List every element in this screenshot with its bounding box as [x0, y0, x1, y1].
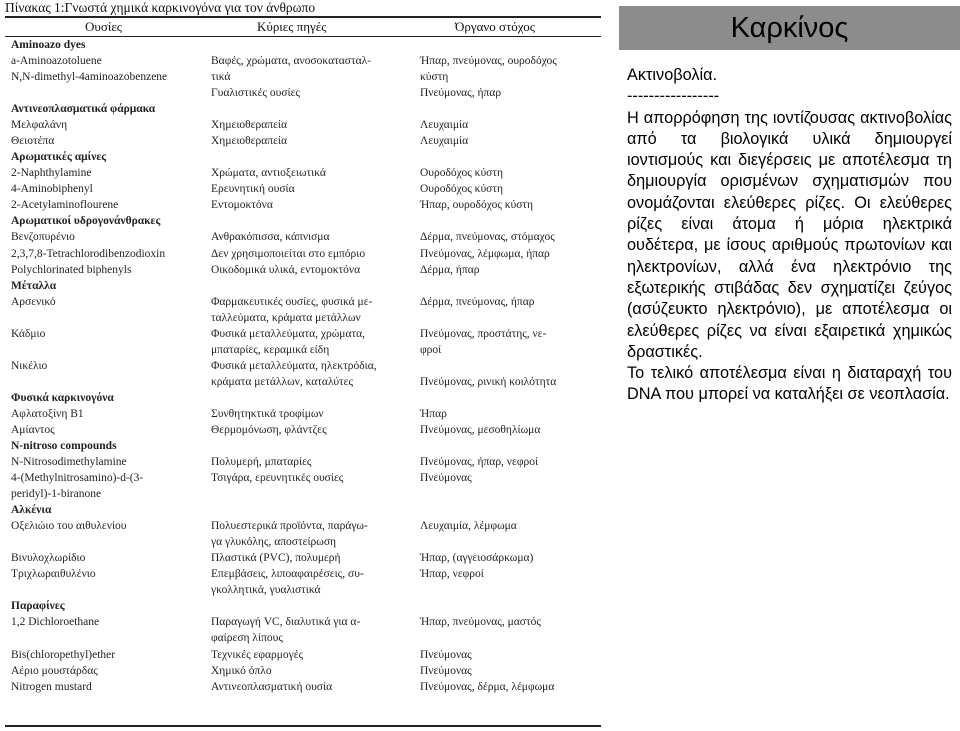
table-category-row — [5, 503, 601, 519]
target-organ-cell: Ήπαρ, πνεύμονας, ουροδόχος — [420, 55, 557, 68]
substance-cell: 2,3,7,8-Tetrachlorodibenzodioxin — [11, 247, 166, 260]
substance-cell: 4-(Methylnitrosamino)-d-(3- — [11, 472, 144, 485]
source-cell: Χημειοθεραπεία — [211, 119, 288, 132]
substance-cell: Θειοτέπα — [11, 135, 55, 148]
substance-cell: 2-Acetylaminoflourene — [11, 199, 119, 212]
substance-cell: Μελφαλάνη — [11, 119, 68, 132]
table-row — [5, 567, 601, 583]
source-cell: Συνθητηκτικά τροφίμων — [211, 407, 324, 420]
substance-cell: Αφλατοξίνη B1 — [11, 407, 84, 420]
table-row — [5, 86, 601, 102]
source-cell: Πλαστικά (PVC), πολυμερή — [211, 552, 341, 565]
table-row — [5, 471, 601, 487]
substance-cell: N,N-dimethyl-4aminoazobenzene — [11, 71, 168, 84]
table-row — [5, 519, 601, 535]
source-cell: Ανθρακόπισσα, κάπνισμα — [211, 231, 330, 244]
target-organ-cell: Δέρμα, ήπαρ — [420, 263, 480, 276]
target-organ-cell: Ήπαρ — [420, 407, 447, 420]
source-cell: φαίρεση λίπους — [211, 632, 283, 645]
source-cell: κράματα μετάλλων, καταλύτες — [211, 375, 354, 388]
table-row — [5, 680, 601, 696]
source-cell: Αντινεοπλασματική ουσία — [211, 680, 333, 693]
radiation-paragraph: Η απορρόφηση της ιοντίζουσας ακτινοβολίας από τα βιολογικά υλικά δημιουργεί ιοντισμούς και διεγέρσεις με αποτέλεσμα τη δημιουργία ορισμένων σχηματισμών που ονομάζονται ελεύθερες ρίζες. Οι ελεύθερες ρίζες είναι άτομα ή μόρια ηλεκτρικά ουδέτερα, με ίσους αριθμούς πρωτονίων και ηλεκτρονίων, αλλά ένα ηλεκτρόνιο της εξωτερικής στιβάδας δεν σχηματίζει ζεύγος (ασύζευκτο ηλεκτρόνιο), με αποτέλεσμα οι ελεύθερες ρίζες να είναι εξαιρετικά χημικώς δραστικές. — [627, 108, 952, 361]
table-row — [5, 631, 601, 647]
table-row — [5, 407, 601, 423]
dash-separator: ----------------- — [627, 87, 720, 106]
table-top-rule — [5, 16, 601, 18]
conclusion-paragraph: Το τελικό αποτέλεσμα είναι η διαταραχή του DNA που μπορεί να καταλήξει σε νεοπλασία. — [627, 364, 952, 404]
table-row — [5, 118, 601, 134]
target-organ-cell: Πνεύμονας, ήπαρ, νεφροί — [420, 456, 539, 469]
source-cell: Τσιγάρα, ερευνητικές ουσίες — [211, 472, 344, 485]
substance-cell: Κάδμιο — [11, 327, 46, 340]
header-target-organ: Όργανο στόχος — [455, 19, 535, 34]
table-row — [5, 182, 601, 198]
category-label: Aminoazo dyes — [11, 39, 86, 51]
table-category-row — [5, 102, 601, 118]
table-category-row — [5, 214, 601, 230]
substance-cell: 4-Aminobiphenyl — [11, 183, 93, 196]
category-label: N-nitroso compounds — [11, 440, 117, 452]
table-row — [5, 423, 601, 439]
slide-title-bar — [619, 6, 960, 50]
table-row — [5, 134, 601, 150]
target-organ-cell: Πνεύμονας, προστάτης, νε- — [420, 327, 547, 340]
target-organ-cell: Λευχαιμία — [420, 135, 469, 148]
table-category-row — [5, 439, 601, 455]
source-cell: Χρώματα, αντιοξειωτικά — [211, 167, 326, 180]
table-row — [5, 455, 601, 471]
target-organ-cell: Πνεύμονας, ρινική κοιλότητα — [420, 375, 557, 388]
table-row — [5, 535, 601, 551]
slide-body — [627, 65, 952, 406]
target-organ-cell: Πνεύμονας, λέμφωμα, ήπαρ — [420, 247, 550, 260]
source-cell: Γυαλιστικές ουσίες — [211, 87, 300, 100]
table-row — [5, 230, 601, 246]
target-organ-cell: Δέρμα, πνεύμονας, ήπαρ — [420, 295, 535, 308]
table-row — [5, 198, 601, 214]
table-bottom-rule — [5, 725, 601, 727]
substance-cell: a-Aminoazotoluene — [11, 55, 102, 68]
target-organ-cell: Ήπαρ, νεφροί — [420, 568, 484, 581]
category-label: Αρωματικές αμίνες — [11, 151, 107, 164]
target-organ-cell: Ουροδόχος κύστη — [420, 167, 504, 180]
target-organ-cell: Λευχαιμία — [420, 119, 469, 132]
table-row — [5, 247, 601, 263]
target-organ-cell: φροί — [420, 343, 442, 356]
target-organ-cell: Πνεύμονας — [420, 648, 472, 661]
table-row — [5, 648, 601, 664]
substance-cell: 2-Naphthylamine — [11, 167, 92, 180]
source-cell: Οικοδομικά υλικά, εντομοκτόνα — [211, 263, 361, 276]
source-cell: Θερμομόνωση, φλάντζες — [211, 423, 327, 436]
target-organ-cell: Δέρμα, πνεύμονας, στόμαχος — [420, 231, 555, 244]
carcinogen-table — [5, 16, 601, 727]
table-row — [5, 166, 601, 182]
source-cell: Πολυεστερικά προϊόντα, παράγω- — [211, 520, 368, 533]
table-row — [5, 54, 601, 70]
table-row — [5, 551, 601, 567]
header-substances: Ουσίες — [85, 19, 122, 34]
topic-line: Ακτινοβολία. — [627, 66, 718, 84]
target-organ-cell: Πνεύμονας, δέρμα, λέμφωμα — [420, 680, 555, 693]
source-cell: Φυσικά μεταλλεύματα, ηλεκτρόδια, — [211, 359, 377, 372]
target-organ-cell: Ήπαρ, (αγγειοσάρκωμα) — [420, 552, 534, 565]
source-cell: Εντομοκτόνα — [211, 199, 273, 212]
category-label: Παραφίνες — [11, 600, 65, 613]
table-row — [5, 295, 601, 311]
source-cell: Φυσικά μεταλλεύματα, χρώματα, — [211, 327, 366, 340]
table-category-row — [5, 279, 601, 295]
table-row — [5, 327, 601, 343]
source-cell: Παραγωγή VC, διαλυτικά για α- — [211, 616, 361, 629]
substance-cell: Polychlorinated biphenyls — [11, 263, 132, 276]
table-row — [5, 359, 601, 375]
table-row — [5, 615, 601, 631]
slide-panel — [619, 0, 960, 731]
source-cell: Επεμβάσεις, λιποαφαιρέσεις, συ- — [211, 568, 364, 581]
target-organ-cell: Πνεύμονας, μεσοθηλίωμα — [420, 423, 541, 436]
table-row — [5, 375, 601, 391]
target-organ-cell: Πνεύμονας, ήπαρ — [420, 87, 502, 100]
source-cell: γκολλητικά, γυαλιστικά — [211, 584, 321, 597]
table-category-row — [5, 150, 601, 166]
target-organ-cell: Λευχαιμία, λέμφωμα — [420, 520, 517, 533]
target-organ-cell: Ουροδόχος κύστη — [420, 183, 504, 196]
table-row — [5, 343, 601, 359]
substance-cell: Νικέλιο — [11, 359, 48, 372]
category-label: Αρωματικοί υδρογονάνθρακες — [11, 215, 161, 228]
substance-cell: Αέριο μουστάρδας — [11, 664, 98, 677]
category-label: Μέταλλα — [11, 279, 57, 292]
source-cell: Χημικό όπλο — [211, 664, 272, 677]
source-cell: Δεν χρησιμοποιείται στο εμπόριο — [211, 247, 366, 260]
category-label: Φυσικά καρκινογόνα — [11, 391, 114, 404]
table-row — [5, 263, 601, 279]
substance-cell: peridyl)-1-biranone — [11, 488, 102, 501]
source-cell: γα γλυκόλης, αποστείρωση — [211, 536, 337, 549]
source-cell: Ερευνητική ουσία — [211, 183, 295, 196]
source-cell: Πολυμερή, μπαταρίες — [211, 456, 312, 469]
table-category-row — [5, 38, 601, 54]
substance-cell: Τριχλωραιθυλένιο — [11, 568, 96, 581]
category-label: Αλκένια — [11, 504, 52, 517]
target-organ-cell: κύστη — [420, 71, 449, 84]
table-category-row — [5, 391, 601, 407]
substance-cell: Βενζοπυρένιο — [11, 231, 75, 244]
substance-cell: Bis(chloropethyl)ether — [11, 648, 116, 661]
target-organ-cell: Πνεύμονας — [420, 664, 472, 677]
source-cell: μπαταρίες, κεραμικά είδη — [211, 343, 330, 356]
category-label: Αντινεοπλασματικά φάρμακα — [11, 103, 156, 116]
substance-cell: Nitrogen mustard — [11, 680, 92, 693]
table-row — [5, 311, 601, 327]
table-row — [5, 70, 601, 86]
substance-cell: 1,2 Dichloroethane — [11, 616, 100, 629]
header-main-sources: Κύριες πηγές — [257, 19, 327, 34]
substance-cell: Αμίαντος — [11, 423, 55, 436]
source-cell: τικά — [211, 71, 231, 84]
table-category-row — [5, 599, 601, 615]
target-organ-cell: Ήπαρ, ουροδόχος κύστη — [420, 199, 534, 212]
table-row — [5, 583, 601, 599]
table-caption: Πίνακας 1:Γνωστά χημικά καρκινογόνα για τον άνθρωπο — [5, 0, 316, 15]
substance-cell: Αρσενικό — [11, 295, 56, 308]
source-cell: Φαρμακευτικές ουσίες, φυσικά με- — [211, 295, 373, 308]
source-cell: Τεχνικές εφαρμογές — [211, 648, 304, 661]
target-organ-cell: Πνεύμονας — [420, 472, 472, 485]
substance-cell: N-Nitrosodimethylamine — [11, 456, 127, 469]
target-organ-cell: Ήπαρ, πνεύμονας, μαστός — [420, 616, 541, 629]
source-cell: Βαφές, χρώματα, ανοσοκατασταλ- — [211, 55, 372, 68]
table-row — [5, 664, 601, 680]
substance-cell: Οξελιώιο του αιθυλενίου — [11, 520, 127, 533]
source-cell: Χημειοθεραπεία — [211, 135, 288, 148]
slide-title: Καρκίνος — [730, 12, 849, 44]
table-header-rule — [5, 36, 601, 37]
substance-cell: Βινυλοχλωρίδιο — [11, 552, 86, 565]
source-cell: ταλλεύματα, κράματα μετάλλων — [211, 311, 361, 324]
table-row — [5, 487, 601, 503]
